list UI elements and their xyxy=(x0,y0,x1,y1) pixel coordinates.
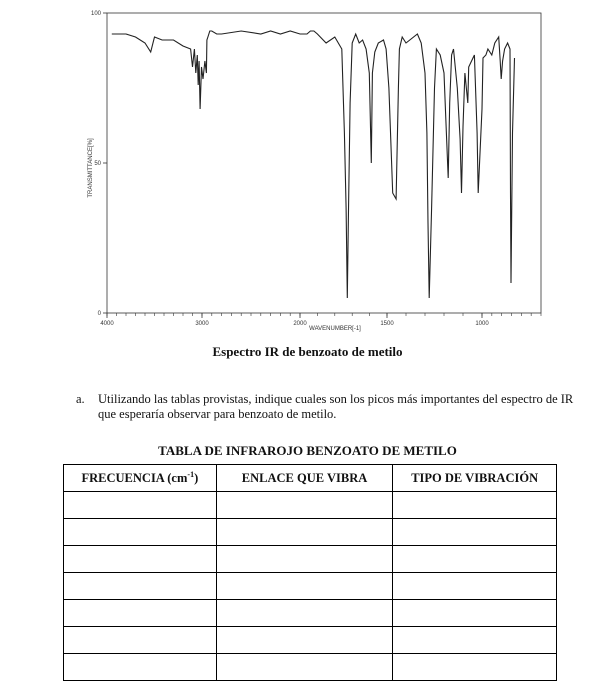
ir-spectrum-chart xyxy=(0,0,615,340)
header-frequency xyxy=(64,465,217,492)
table-row xyxy=(64,600,557,627)
table-cell[interactable] xyxy=(216,573,393,600)
table-cell[interactable] xyxy=(216,492,393,519)
y-tick-label: 0 xyxy=(97,311,101,317)
table-cell[interactable] xyxy=(64,654,217,681)
table-row xyxy=(64,627,557,654)
x-tick-label: 2000 xyxy=(293,321,307,327)
table-cell[interactable] xyxy=(393,654,557,681)
table-cell[interactable] xyxy=(216,546,393,573)
plot-frame xyxy=(107,13,541,313)
x-axis-label: WAVENUMBER[-1] xyxy=(309,326,361,332)
table-cell[interactable] xyxy=(393,573,557,600)
header-frequency-close: ) xyxy=(194,470,199,485)
table-row xyxy=(64,654,557,681)
x-tick-label: 1500 xyxy=(380,321,394,327)
table-header-row xyxy=(64,465,557,492)
y-tick-label: 50 xyxy=(94,161,101,167)
header-vibration: TIPO DE VIBRACIÓN xyxy=(393,465,557,492)
x-tick-label: 4000 xyxy=(100,321,114,327)
table-cell[interactable] xyxy=(393,627,557,654)
table-cell[interactable] xyxy=(64,627,217,654)
spectrum-line xyxy=(112,31,515,298)
table-cell[interactable] xyxy=(216,600,393,627)
question-text: Utilizando las tablas provistas, indique cuales son los picos más importantes del espectro de IR que esperaría observar para benzoato de metilo. xyxy=(98,392,574,421)
table-cell[interactable] xyxy=(64,519,217,546)
table-cell[interactable] xyxy=(64,546,217,573)
table-cell[interactable] xyxy=(216,654,393,681)
question-a xyxy=(76,392,576,422)
spectrum-caption: Espectro IR de benzoato de metilo xyxy=(212,344,403,359)
header-frequency-label: FRECUENCIA (cm xyxy=(81,470,188,485)
table-cell[interactable] xyxy=(216,519,393,546)
table-cell[interactable] xyxy=(393,519,557,546)
header-frequency-sup: -1 xyxy=(187,469,195,479)
x-tick-label: 1000 xyxy=(475,321,489,327)
table-cell[interactable] xyxy=(64,573,217,600)
y-axis-label: TRANSMITTANCE[%] xyxy=(88,138,94,198)
table-row xyxy=(64,546,557,573)
header-bond: ENLACE QUE VIBRA xyxy=(216,465,393,492)
question-letter: a. xyxy=(76,392,85,406)
chart-axes xyxy=(107,13,541,313)
table-cell[interactable] xyxy=(393,600,557,627)
table-row xyxy=(64,519,557,546)
table-cell[interactable] xyxy=(216,627,393,654)
ir-table xyxy=(63,464,557,681)
table-cell[interactable] xyxy=(64,492,217,519)
table-cell[interactable] xyxy=(64,600,217,627)
table-title: TABLA DE INFRAROJO BENZOATO DE METILO xyxy=(158,443,457,458)
chart-ticks xyxy=(91,11,541,327)
table-row xyxy=(64,573,557,600)
table-cell[interactable] xyxy=(393,546,557,573)
table-cell[interactable] xyxy=(393,492,557,519)
y-tick-label: 100 xyxy=(90,11,101,17)
table-row xyxy=(64,492,557,519)
x-tick-label: 3000 xyxy=(195,321,209,327)
